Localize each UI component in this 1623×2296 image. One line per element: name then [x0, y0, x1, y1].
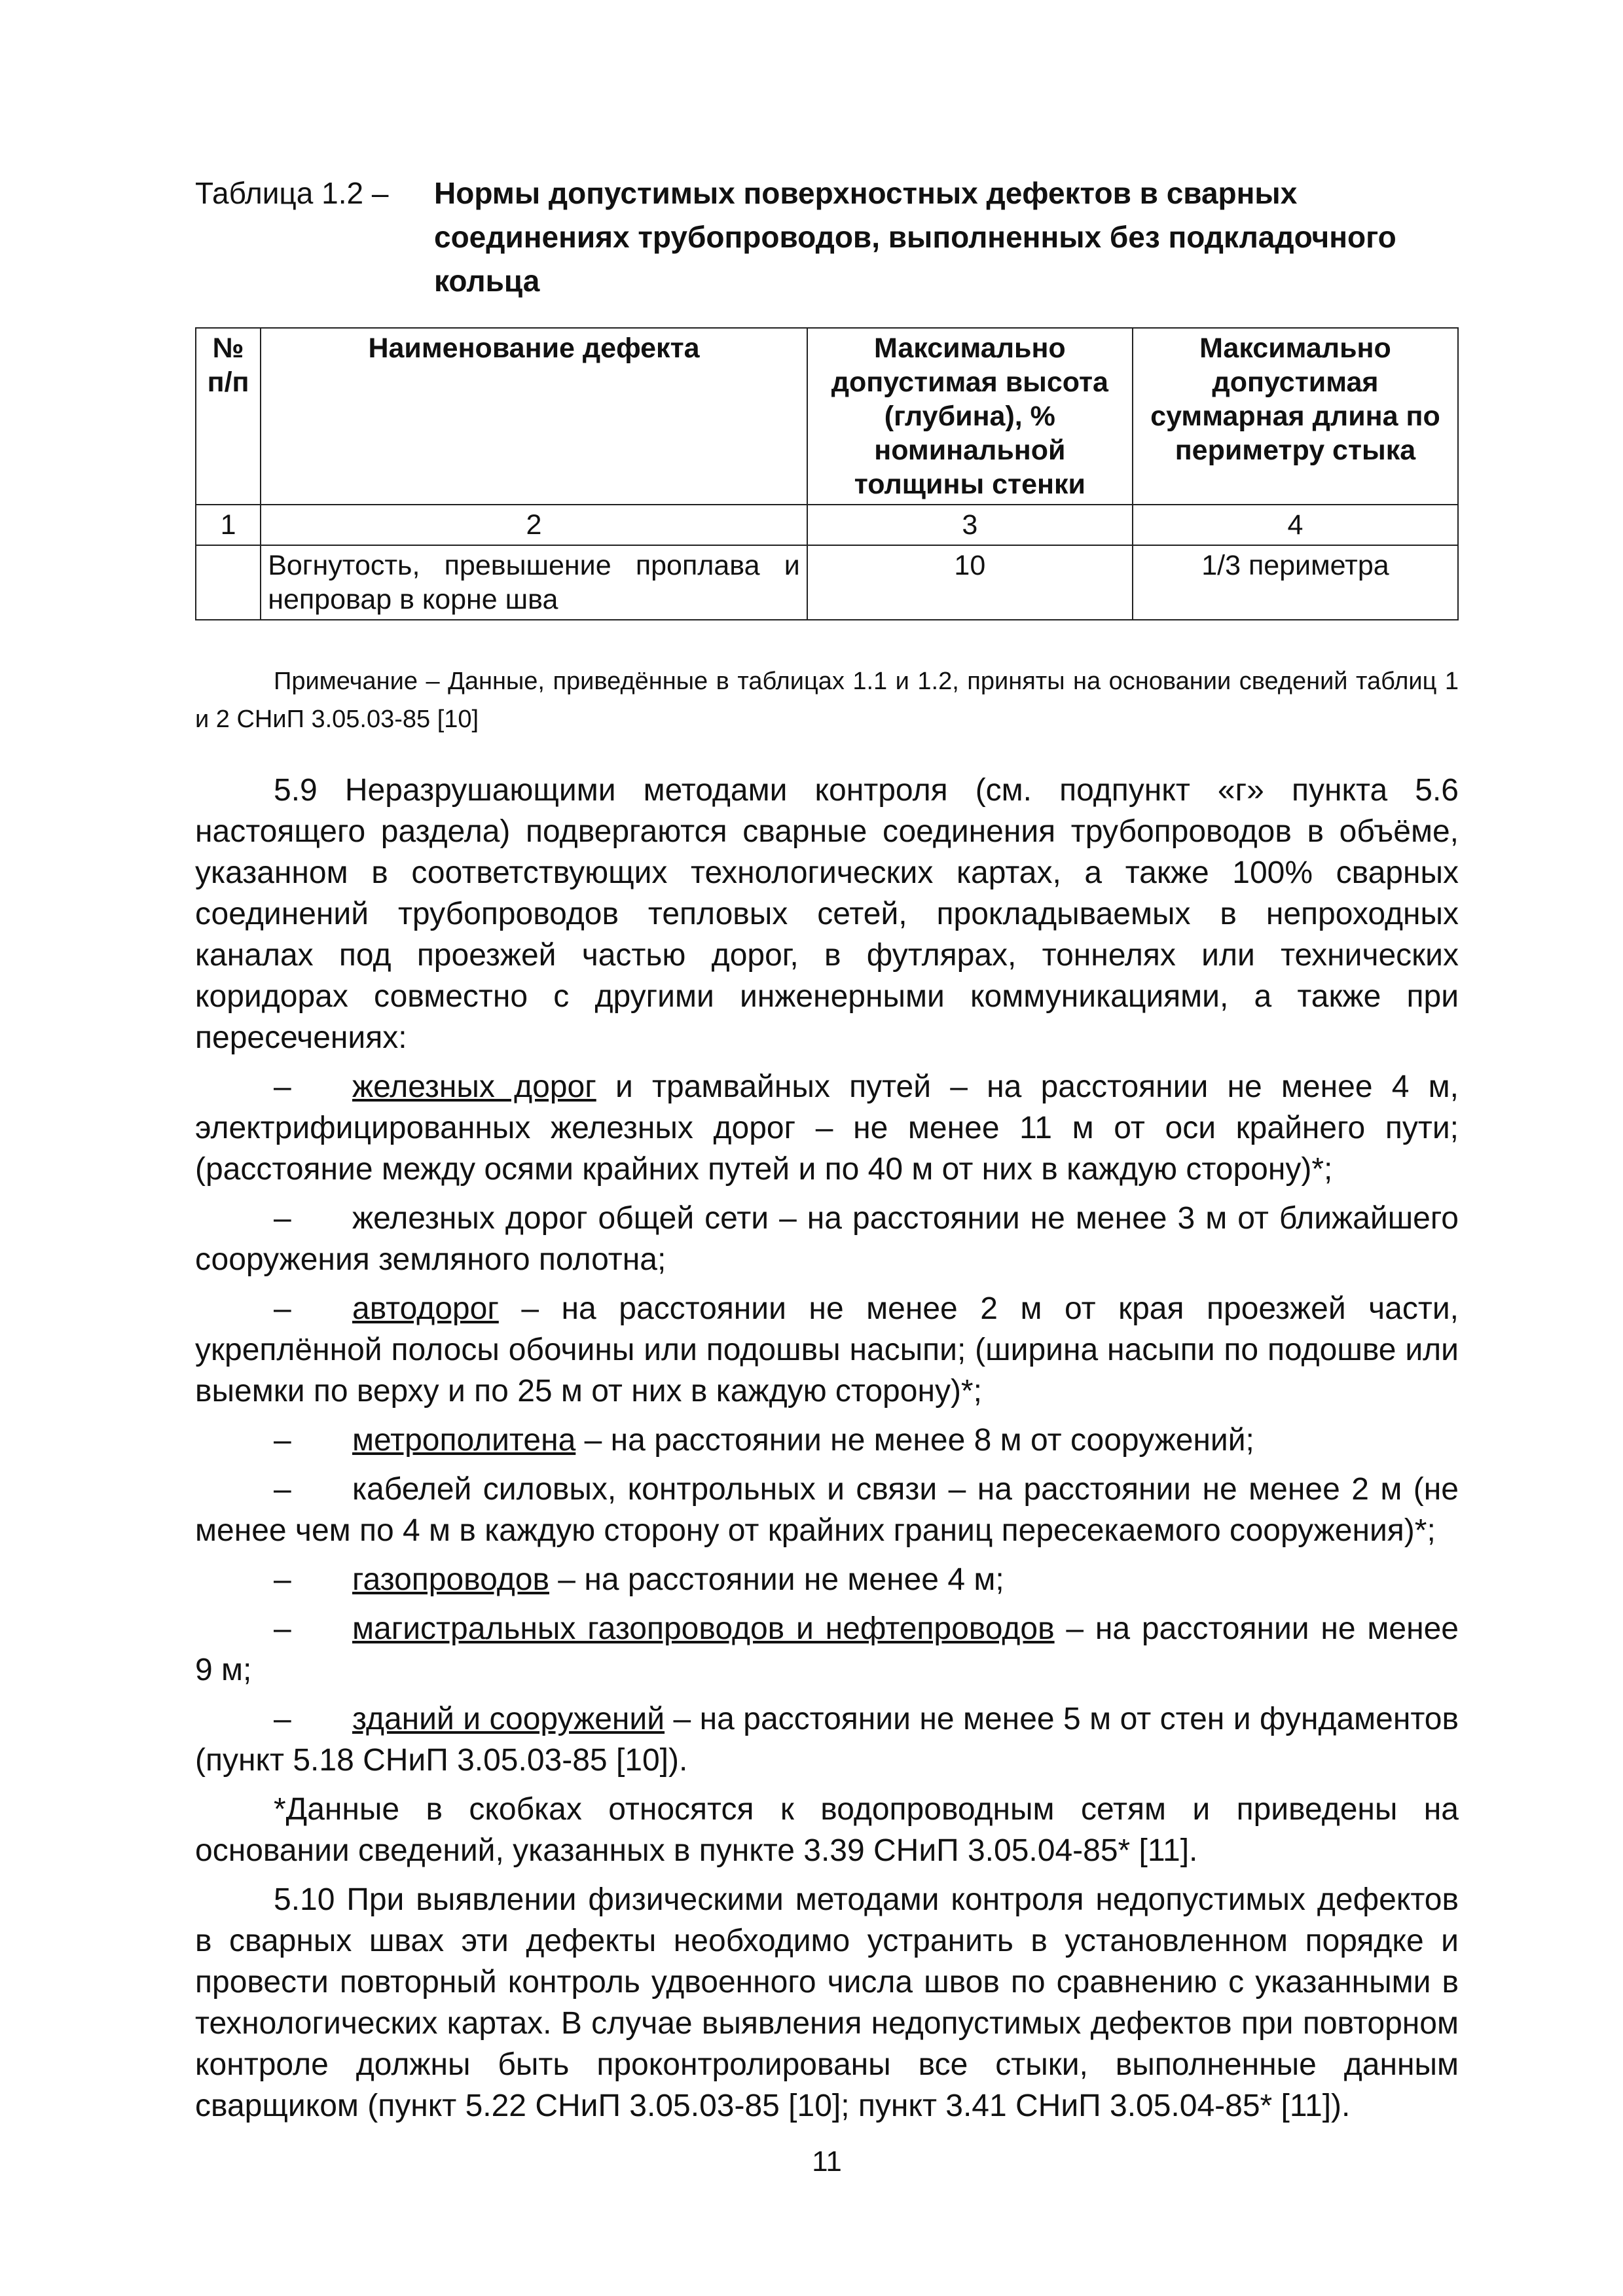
list-item [195, 1198, 1459, 1280]
numbering-cell: 3 [807, 505, 1133, 545]
list-item-text: – на расстоянии не менее 9 м; [195, 1611, 1459, 1687]
table-cell-defect: Вогнутость, превышение проплава и непровар в корне шва [261, 545, 807, 620]
header-max-length: Максимально допустимая суммарная длина по периметру стыка [1133, 328, 1458, 505]
header-defect-name: Наименование дефекта [261, 328, 807, 505]
list-item [195, 1559, 1459, 1600]
list-dash: – [274, 1562, 291, 1597]
table-header-row [196, 328, 1458, 505]
list-item [195, 1066, 1459, 1190]
list-dash: – [274, 1472, 291, 1507]
underlined-term: железных дорог [352, 1069, 596, 1104]
table-caption-label: Таблица 1.2 – [195, 176, 389, 210]
table-caption-title: Нормы допустимых поверхностных дефектов в сварных соединениях трубопроводов, выполненных без подкладочного кольца [434, 176, 1396, 298]
note-text: – Данные, приведённые в таблицах 1.1 и 1.2, приняты на основании сведений таблиц 1 и 2 СНиП 3.05.03-85 [10] [195, 668, 1459, 733]
note-label: Примечание [274, 668, 418, 695]
paragraph-5-9: 5.9 Неразрушающими методами контроля (см. подпункт «г» пункта 5.6 настоящего раздела) подвергаются сварные соединения трубопроводов в объёме, указанном в соответствующих технологических картах, а также 100% сварных соединений трубопроводов тепловых сетей, прокладываемых в непроходных каналах под проезжей частью дорог, в футлярах, тоннелях или технических коридорах совместно с другими инженерными коммуникациями, а также при пересечениях: [195, 773, 1459, 1055]
underlined-term: магистральных газопроводов и нефтепроводов [352, 1611, 1055, 1646]
list-dash: – [274, 1423, 291, 1458]
table-cell-length: 1/3 периметра [1133, 545, 1458, 620]
list-item-text: – на расстоянии не менее 2 м от края проезжей части, укреплённой полосы обочины или подошвы насыпи; (ширина насыпи по подошве или выемки по верху и по 25 м от них в каждую сторону)*; [195, 1291, 1459, 1408]
list-item-text: и трамвайных путей – на расстоянии не менее 4 м, электрифицированных железных дорог – не менее 11 м от оси крайнего пути; (расстояние между осями крайних путей и по 40 м от них в каждую сторону)*; [195, 1069, 1459, 1187]
list-item [195, 1608, 1459, 1691]
page-number: 11 [812, 2145, 842, 2178]
list-item [195, 1469, 1459, 1551]
list-item [195, 1698, 1459, 1781]
list-item-text: – на расстоянии не менее 8 м от сооружений; [575, 1423, 1254, 1458]
list-item [195, 1420, 1459, 1461]
footnote: *Данные в скобках относятся к водопроводным сетям и приведены на основании сведений, указанных в пункте 3.39 СНиП 3.05.04-85* [11]. [195, 1792, 1459, 1868]
list-item-text: кабелей силовых, контрольных и связи – на расстоянии не менее 2 м (не менее чем по 4 м в каждую сторону от крайних границ пересекаемого сооружения)*; [195, 1472, 1459, 1548]
table-cell-height: 10 [807, 545, 1133, 620]
list-item-text: железных дорог общей сети – на расстоянии не менее 3 м от ближайшего сооружения земляного полотна; [195, 1201, 1459, 1277]
header-max-height: Максимально допустимая высота (глубина), % номинальной толщины стенки [807, 328, 1133, 505]
numbering-cell: 2 [261, 505, 807, 545]
list-dash: – [274, 1702, 291, 1736]
underlined-term: газопроводов [352, 1562, 549, 1597]
numbering-cell: 1 [196, 505, 261, 545]
body-text [195, 770, 1459, 2134]
table-note [195, 662, 1459, 738]
underlined-term: метрополитена [352, 1423, 576, 1458]
list-dash: – [274, 1611, 291, 1646]
list-item [195, 1288, 1459, 1412]
list-item-text: – на расстоянии не менее 4 м; [549, 1562, 1004, 1597]
list-dash: – [274, 1201, 291, 1236]
underlined-term: автодорог [352, 1291, 499, 1326]
list-dash: – [274, 1291, 291, 1326]
list-item-text: – на расстоянии не менее 5 м от стен и фундаментов (пункт 5.18 СНиП 3.05.03-85 [10]). [195, 1702, 1459, 1778]
table-cell-number [196, 545, 261, 620]
list-dash: – [274, 1069, 291, 1104]
defects-table [195, 327, 1459, 620]
table-row [196, 545, 1458, 620]
table-numbering-row [196, 505, 1458, 545]
paragraph-5-10: 5.10 При выявлении физическими методами контроля недопустимых дефектов в сварных швах эти дефекты необходимо устранить в установленном порядке и провести повторный контроль удвоенного числа швов по сравнению с указанными в технологических картах. В случае выявления недопустимых дефектов при повторном контроле должны быть проконтролированы все стыки, выполненные данным сварщиком (пункт 5.22 СНиП 3.05.03-85 [10]; пункт 3.41 СНиП 3.05.04-85* [11]). [195, 1882, 1459, 2123]
numbering-cell: 4 [1133, 505, 1458, 545]
header-number: № п/п [196, 328, 261, 505]
underlined-term: зданий и сооружений [352, 1702, 665, 1736]
